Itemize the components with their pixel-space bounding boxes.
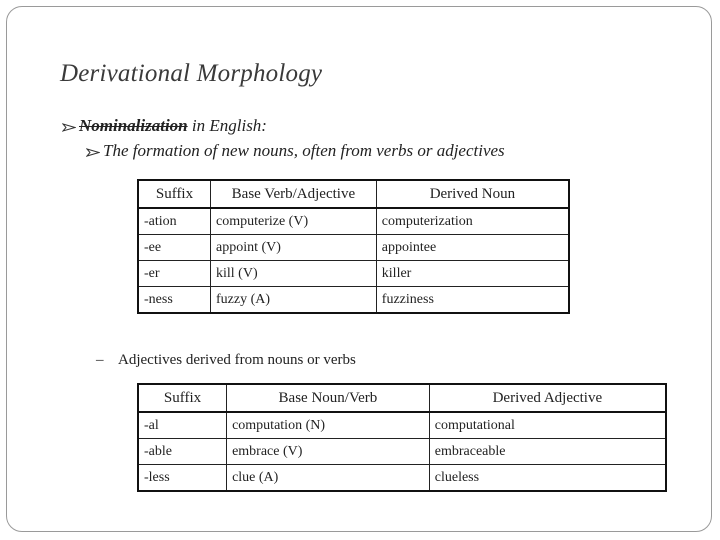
cell-derived: appointee [376,235,569,261]
bullet-formation-text: The formation of new nouns, often from verbs or adjectives [103,141,505,160]
table-row [138,261,569,287]
hollow-arrow-bullet-icon [62,123,76,132]
dash-bullet: – [96,352,104,368]
nominalization-table [137,179,570,314]
slide-title: Derivational Morphology [60,60,323,87]
cell-base: computerize (V) [211,208,377,235]
cell-base: computation (N) [227,412,430,439]
adjective-table [137,383,667,492]
cell-derived: computerization [376,208,569,235]
header-suffix: Suffix [138,384,227,412]
bullet-adjectives-text: Adjectives derived from nouns or verbs [118,352,356,368]
cell-base: fuzzy (A) [211,287,377,314]
cell-base: appoint (V) [211,235,377,261]
cell-suffix: -able [138,439,227,465]
table-row [138,439,666,465]
cell-suffix: -ation [138,208,211,235]
bullet-rest: in English: [187,116,267,135]
cell-derived: embraceable [429,439,666,465]
header-base: Base Verb/Adjective [211,180,377,208]
cell-suffix: -less [138,465,227,492]
cell-derived: killer [376,261,569,287]
header-derived: Derived Adjective [429,384,666,412]
bullet-adjectives [96,352,356,369]
cell-base: embrace (V) [227,439,430,465]
bullet-formation [86,141,505,161]
cell-base: clue (A) [227,465,430,492]
header-base: Base Noun/Verb [227,384,430,412]
header-suffix: Suffix [138,180,211,208]
table-header-row [138,180,569,208]
bullet-nominalization [62,116,267,136]
table-row [138,208,569,235]
table-row [138,465,666,492]
table-row [138,235,569,261]
bullet-term: Nominalization [79,116,188,135]
cell-derived: fuzziness [376,287,569,314]
hollow-arrow-bullet-icon [86,148,100,157]
header-derived: Derived Noun [376,180,569,208]
cell-derived: clueless [429,465,666,492]
table-row [138,287,569,314]
cell-derived: computational [429,412,666,439]
cell-suffix: -ness [138,287,211,314]
cell-base: kill (V) [211,261,377,287]
cell-suffix: -er [138,261,211,287]
table-header-row [138,384,666,412]
cell-suffix: -ee [138,235,211,261]
table-row [138,412,666,439]
cell-suffix: -al [138,412,227,439]
